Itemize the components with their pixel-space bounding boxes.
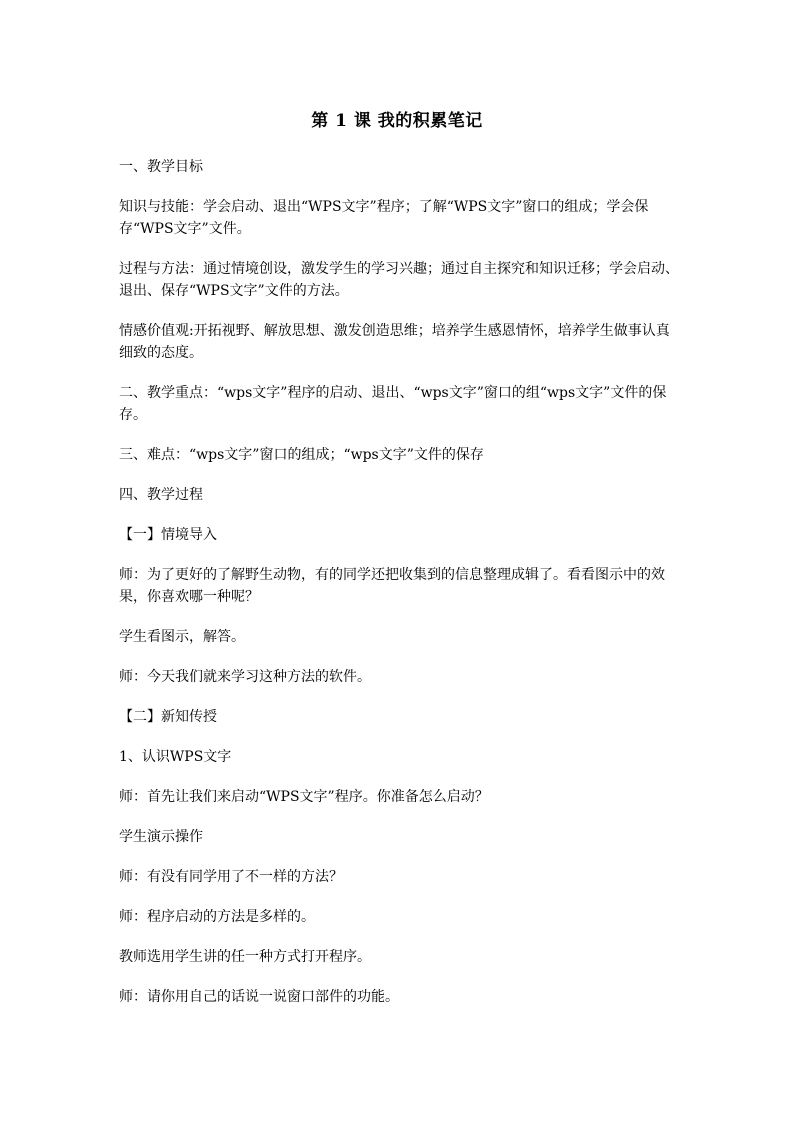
section-heading-process: 四、教学过程 xyxy=(119,487,203,503)
page-title: 第 1 课 我的积累笔记 xyxy=(311,111,483,131)
paragraph-knowledge-skills: 知识与技能：学会启动、退出“WPS文字”程序；了解“WPS文字”窗口的组成；学会保存“WPS文字”文件。 xyxy=(119,199,649,237)
paragraph-teacher-window-parts: 师：请你用自己的话说一说窗口部件的功能。 xyxy=(119,989,399,1005)
document-body xyxy=(119,156,679,1026)
paragraph-teacher-methods-varied: 师：程序启动的方法是多样的。 xyxy=(119,909,315,925)
subheading-situation-intro: 【一】情境导入 xyxy=(119,527,217,543)
paragraph-teacher-today: 师：今天我们就来学习这种方法的软件。 xyxy=(119,669,371,685)
paragraph-values: 情感价值观:开拓视野、解放思想、激发创造思维；培养学生感恩情怀，培养学生做事认真细致的态度。 xyxy=(119,323,670,361)
paragraph-student-demo: 学生演示操作 xyxy=(119,829,203,845)
paragraph-teacher-other-method: 师：有没有同学用了不一样的方法？ xyxy=(119,869,343,885)
paragraph-teacher-opens: 教师选用学生讲的任一种方式打开程序。 xyxy=(119,949,371,965)
paragraph-student-answer: 学生看图示，解答。 xyxy=(119,629,245,645)
section-heading-key-points: 二、教学重点：“wps文字”程序的启动、退出、“wps文字”窗口的组“wps文字”文件的保存。 xyxy=(119,385,667,423)
paragraph-teacher-intro: 师：为了更好的了解野生动物，有的同学还把收集到的信息整理成辑了。看看图示中的效果，你喜欢哪一种呢？ xyxy=(119,567,665,605)
subheading-new-knowledge: 【二】新知传授 xyxy=(119,709,217,725)
section-heading-difficulties: 三、难点：“wps文字”窗口的组成；“wps文字”文件的保存 xyxy=(119,447,484,463)
paragraph-process-methods: 过程与方法：通过情境创设，激发学生的学习兴趣；通过自主探究和知识迁移；学会启动、退出、保存“WPS文字”文件的方法。 xyxy=(119,261,679,299)
paragraph-teacher-start: 师：首先让我们来启动“WPS文字”程序。你准备怎么启动？ xyxy=(119,789,489,805)
section-heading-objectives: 一、教学目标 xyxy=(119,159,203,175)
subheading-know-wps: 1、认识WPS文字 xyxy=(119,749,232,765)
